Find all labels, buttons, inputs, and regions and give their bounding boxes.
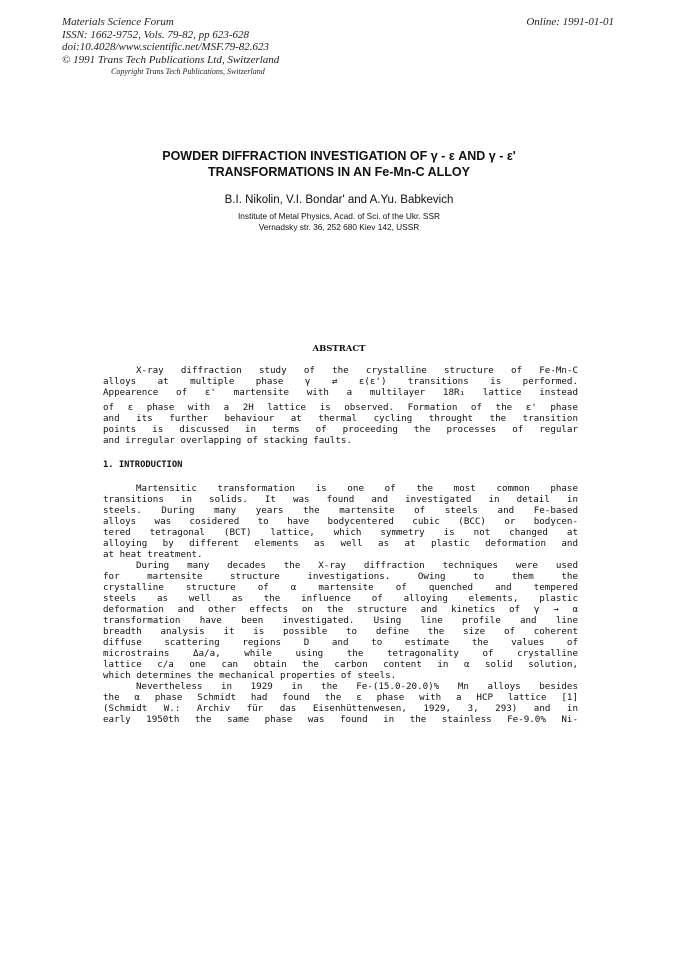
intro-line: transitions in solids. It was found and investigated in detail in (103, 494, 578, 505)
intro-line: Nevertheless in 1929 in the Fe-(15.0-20.0)% Mn alloys besides (136, 681, 578, 692)
intro-line: alloying by different elements as well as at plastic deformation and (103, 538, 578, 549)
abstract-line: of ε phase with a 2H lattice is observed. Formation of the ε' phase (103, 402, 578, 413)
publisher-line: © 1991 Trans Tech Publications Ltd, Switzerland (62, 53, 280, 66)
issn-line: ISSN: 1662-9752, Vols. 79-82, pp 623-628 (62, 28, 249, 41)
intro-line: for martensite structure investigations. Owing to them the (103, 571, 578, 582)
intro-line: breadth analysis it is possible to define the size of coherent (103, 626, 578, 637)
intro-line: steels as well as the influence of alloying elements, plastic (103, 593, 578, 604)
intro-line: (Schmidt W.: Archiv für das Eisenhüttenwesen, 1929, 3, 293) and in (103, 703, 578, 714)
abstract-body (103, 365, 578, 446)
abstract-heading: ABSTRACT (312, 344, 366, 354)
paper-title (0, 148, 678, 180)
intro-line: the α phase Schmidt had found the ε phase with a HCP lattice [1] (103, 692, 578, 703)
intro-line: alloys was cosidered to have bodycentered cubic (BCC) or bodycen- (103, 516, 578, 527)
copyright-notice: Copyright Trans Tech Publications, Switzerland (111, 67, 265, 76)
abstract-line: alloys at multiple phase γ ⇄ ε(ε') transitions is performed. (103, 376, 578, 387)
affiliation (0, 211, 678, 233)
journal-header (62, 16, 279, 66)
abstract-line: Appearence of ε' martensite with a multilayer 18R₁ lattice instead (103, 387, 578, 398)
intro-line: tered tetragonal (BCT) lattice, which symmetry is not changed at (103, 527, 578, 538)
intro-line: crystalline structure of α martensite of quenched and tempered (103, 582, 578, 593)
title-line: TRANSFORMATIONS IN AN Fe-Mn-C ALLOY (207, 165, 470, 179)
abstract-line: and its further behaviour at thermal cycling throught the transition (103, 413, 578, 424)
doi-line: doi:10.4028/www.scientific.net/MSF.79-82.623 (62, 41, 270, 53)
affiliation-line: Institute of Metal Physics, Acad. of Sci. of the Ukr. SSR (238, 211, 440, 221)
journal-name: Materials Science Forum (62, 16, 174, 28)
intro-line: deformation and other effects on the structure and kinetics of γ → α (103, 604, 578, 615)
intro-line: diffuse scattering regions D and to estimate the values of (103, 637, 578, 648)
intro-line: early 1950th the same phase was found in the stainless Fe-9.0% Ni- (103, 714, 578, 725)
section-heading: 1. INTRODUCTION (103, 460, 183, 470)
abstract-line: and irregular overlapping of stacking faults. (103, 435, 352, 446)
intro-line: transformation have been investigated. Using line profile and line (103, 615, 578, 626)
affiliation-line: Vernadsky str. 36, 252 680 Kiev 142, USSR (258, 222, 420, 232)
intro-line: steels. During many years the martensite of steels and Fe-based (103, 505, 578, 516)
abstract-line: points is discussed in terms of proceeding the processes of regular (103, 424, 578, 435)
abstract-line: X-ray diffraction study of the crystalline structure of Fe-Mn-C (136, 365, 578, 376)
intro-line: During many decades the X-ray diffraction techniques were used (136, 560, 578, 571)
online-date: Online: 1991-01-01 (526, 16, 614, 28)
intro-line: lattice c/a one can obtain the carbon content in α solid solution, (103, 659, 578, 670)
intro-line: Martensitic transformation is one of the most common phase (136, 483, 578, 494)
intro-line: microstrains Δa/a, while using the tetragonality of crystalline (103, 648, 578, 659)
intro-line: which determines the mechanical properties of steels. (103, 670, 397, 681)
intro-line: at heat treatment. (103, 549, 203, 560)
authors: B.I. Nikolin, V.I. Bondar' and A.Yu. Babkevich (224, 194, 454, 206)
title-line: POWDER DIFFRACTION INVESTIGATION OF γ - ε AND γ - ε' (162, 149, 516, 163)
introduction-body (103, 483, 578, 725)
